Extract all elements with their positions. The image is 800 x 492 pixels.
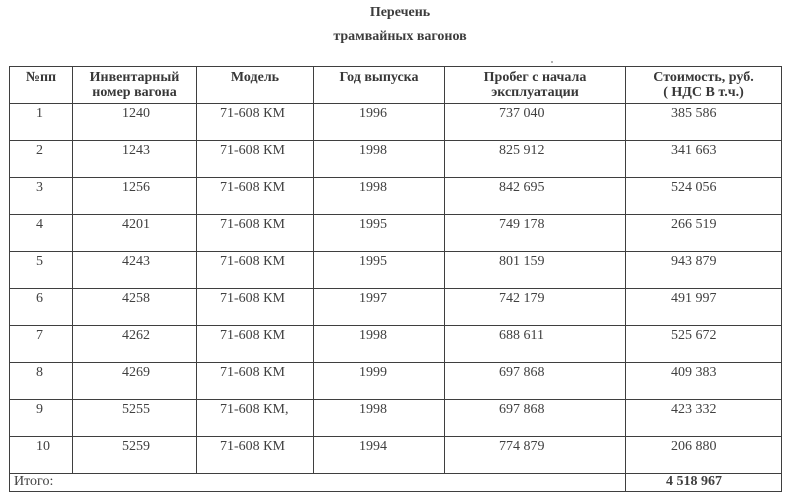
cell-year: 1998 [314, 400, 445, 437]
cell-mileage: 842 695 [445, 178, 626, 215]
cell-mileage: 749 178 [445, 215, 626, 252]
table-row [10, 252, 782, 289]
cell-row-number: 3 [10, 178, 73, 215]
cell-model: 71-608 КМ [197, 437, 314, 474]
cell-year: 1995 [314, 252, 445, 289]
header-mileage-line1: Пробег с начала [483, 70, 587, 85]
cell-mileage: 697 868 [445, 363, 626, 400]
header-row-number [10, 67, 73, 104]
cell-cost: 524 056 [626, 178, 782, 215]
cell-year: 1995 [314, 215, 445, 252]
cell-model: 71-608 КМ [197, 141, 314, 178]
cell-mileage: 737 040 [445, 104, 626, 141]
cell-cost: 385 586 [626, 104, 782, 141]
header-cost-line1: Стоимость, руб. [653, 70, 754, 85]
table-row [10, 400, 782, 437]
table-header-row [10, 67, 782, 104]
cell-row-number: 7 [10, 326, 73, 363]
cell-year: 1994 [314, 437, 445, 474]
cell-mileage: 742 179 [445, 289, 626, 326]
table-row [10, 437, 782, 474]
cell-year: 1997 [314, 289, 445, 326]
table-body [10, 104, 782, 492]
cell-row-number: 5 [10, 252, 73, 289]
cell-model: 71-608 КМ [197, 252, 314, 289]
cell-inventory-number: 4269 [73, 363, 197, 400]
cell-model: 71-608 КМ [197, 104, 314, 141]
table-row [10, 104, 782, 141]
cell-row-number: 6 [10, 289, 73, 326]
table-row [10, 141, 782, 178]
cell-model: 71-608 КМ [197, 326, 314, 363]
header-mileage [445, 67, 626, 104]
header-model-line1: Модель [230, 70, 280, 85]
cell-mileage: 825 912 [445, 141, 626, 178]
cell-model: 71-608 КМ [197, 178, 314, 215]
table-row [10, 289, 782, 326]
cell-inventory-number: 1256 [73, 178, 197, 215]
cell-mileage: 801 159 [445, 252, 626, 289]
cell-inventory-number: 1240 [73, 104, 197, 141]
table-row [10, 178, 782, 215]
document-title: Перечень [369, 5, 431, 20]
cell-inventory-number: 5255 [73, 400, 197, 437]
header-inventory-number-line2: номер вагона [92, 85, 177, 100]
total-label: Итого: [10, 474, 626, 492]
cell-row-number: 9 [10, 400, 73, 437]
header-inventory-number [73, 67, 197, 104]
cell-model: 71-608 КМ [197, 363, 314, 400]
cell-row-number: 4 [10, 215, 73, 252]
cell-cost: 409 383 [626, 363, 782, 400]
cell-row-number: 2 [10, 141, 73, 178]
cell-year: 1998 [314, 178, 445, 215]
total-row [10, 474, 782, 492]
cell-year: 1996 [314, 104, 445, 141]
cell-row-number: 1 [10, 104, 73, 141]
table-row [10, 326, 782, 363]
cell-cost: 423 332 [626, 400, 782, 437]
cell-inventory-number: 1243 [73, 141, 197, 178]
header-model [197, 67, 314, 104]
table-row [10, 363, 782, 400]
cell-inventory-number: 5259 [73, 437, 197, 474]
document-subtitle: трамвайных вагонов [333, 29, 467, 44]
scan-speck [551, 61, 553, 63]
header-cost-line2: ( НДС В т.ч.) [663, 85, 744, 100]
cell-mileage: 774 879 [445, 437, 626, 474]
header-year-line1: Год выпуска [339, 70, 419, 85]
cell-model: 71-608 КМ [197, 289, 314, 326]
cell-cost: 525 672 [626, 326, 782, 363]
cell-cost: 266 519 [626, 215, 782, 252]
header-inventory-number-line1: Инвентарный [89, 70, 180, 85]
cell-inventory-number: 4201 [73, 215, 197, 252]
header-year [314, 67, 445, 104]
cell-row-number: 8 [10, 363, 73, 400]
header-mileage-line2: эксплуатации [491, 85, 579, 100]
cell-mileage: 697 868 [445, 400, 626, 437]
tram-cars-table [9, 66, 782, 492]
header-cost [626, 67, 782, 104]
cell-cost: 943 879 [626, 252, 782, 289]
cell-year: 1999 [314, 363, 445, 400]
cell-inventory-number: 4258 [73, 289, 197, 326]
table-row [10, 215, 782, 252]
cell-row-number: 10 [10, 437, 73, 474]
cell-year: 1998 [314, 326, 445, 363]
cell-cost: 491 997 [626, 289, 782, 326]
cell-model: 71-608 КМ [197, 215, 314, 252]
cell-mileage: 688 611 [445, 326, 626, 363]
cell-year: 1998 [314, 141, 445, 178]
cell-model: 71-608 КМ, [197, 400, 314, 437]
cell-inventory-number: 4262 [73, 326, 197, 363]
cell-cost: 341 663 [626, 141, 782, 178]
header-row-number-line1: №пп [25, 70, 57, 85]
cell-inventory-number: 4243 [73, 252, 197, 289]
cell-cost: 206 880 [626, 437, 782, 474]
total-value: 4 518 967 [626, 474, 782, 492]
